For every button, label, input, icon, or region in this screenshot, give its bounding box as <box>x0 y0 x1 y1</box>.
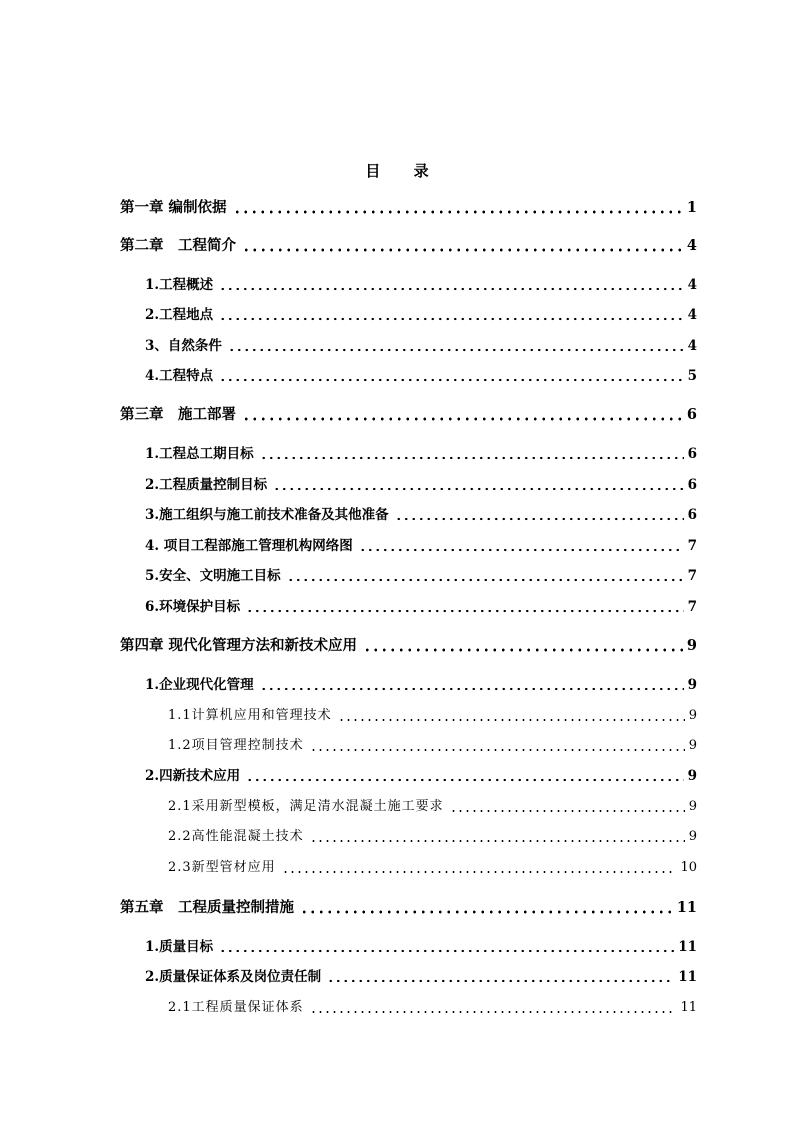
toc-entry-label: 1.2项目管理控制技术 <box>168 738 304 753</box>
leader-dots <box>450 809 685 813</box>
toc-entry-label: 2.四新技术应用 <box>145 768 241 784</box>
leader-dots <box>327 979 674 983</box>
toc-entry-label: 3.施工组织与施工前技术准备及其他准备 <box>145 507 389 523</box>
toc-entry-page: 11 <box>678 969 697 985</box>
toc-entry-page: 11 <box>678 939 697 955</box>
toc-entry-page: 10 <box>680 860 697 875</box>
leader-dots <box>219 378 684 382</box>
toc-entry-page: 9 <box>688 738 697 753</box>
leader-dots <box>395 517 684 521</box>
toc-entry-page: 4 <box>687 277 697 293</box>
toc-entry-label: 2.质量保证体系及岗位责任制 <box>145 969 322 985</box>
leader-dots <box>363 648 683 652</box>
toc-entry-page: 9 <box>688 799 697 814</box>
toc-entry-label: 第一章 编制依据 <box>120 199 227 216</box>
toc-entry-page: 9 <box>686 637 697 654</box>
toc-entry[interactable] <box>168 998 697 1018</box>
leader-dots <box>260 456 684 460</box>
toc-entry-label: 第五章 工程质量控制措施 <box>120 899 294 916</box>
toc-entry-label: 1.1计算机应用和管理技术 <box>168 708 332 723</box>
leader-dots <box>282 870 677 874</box>
leader-dots <box>219 317 684 321</box>
toc-entry-label: 1.质量目标 <box>145 939 214 955</box>
toc-entry-page: 4 <box>687 307 697 323</box>
toc-entry-page: 9 <box>687 768 697 784</box>
toc-entry-label: 第三章 施工部署 <box>120 406 236 423</box>
toc-entry-label: 1.企业现代化管理 <box>145 677 254 693</box>
toc-entry-page: 1 <box>686 199 697 216</box>
toc-entry-page: 6 <box>687 507 697 523</box>
leader-dots <box>300 910 673 914</box>
toc-entry-label: 4.工程特点 <box>145 368 214 384</box>
leader-dots <box>310 1010 677 1014</box>
toc-entry-label: 2.1采用新型模板，满足清水混凝土施工要求 <box>168 799 444 814</box>
leader-dots <box>338 718 685 722</box>
toc-entry[interactable] <box>168 706 697 726</box>
toc-entry-label: 3、自然条件 <box>145 338 222 354</box>
toc-entry[interactable] <box>145 536 697 556</box>
toc-entry-page: 5 <box>687 368 697 384</box>
toc-entry-page: 6 <box>686 406 697 423</box>
toc-entry[interactable] <box>120 636 697 656</box>
toc-entry[interactable] <box>120 198 697 218</box>
toc-entry-label: 4. 项目工程部施工管理机构网络图 <box>145 538 353 554</box>
toc-entry[interactable] <box>145 305 697 325</box>
toc-entry[interactable] <box>145 475 697 495</box>
toc-entry[interactable] <box>145 675 697 695</box>
toc-entry-page: 11 <box>680 1000 697 1015</box>
leader-dots <box>246 609 684 613</box>
toc-entry-page: 7 <box>687 599 697 615</box>
leader-dots <box>242 248 683 252</box>
toc-entry[interactable] <box>168 858 697 878</box>
toc-entry-label: 2.工程质量控制目标 <box>145 477 268 493</box>
toc-entry-label: 2.2高性能混凝土技术 <box>168 829 304 844</box>
toc-entry-label: 第四章 现代化管理方法和新技术应用 <box>120 637 358 654</box>
toc-entry[interactable] <box>145 336 697 356</box>
toc-entry-label: 2.1工程质量保证体系 <box>168 1000 304 1015</box>
toc-entry[interactable] <box>120 898 697 918</box>
toc-entry-label: 1.工程总工期目标 <box>145 446 254 462</box>
leader-dots <box>287 578 684 582</box>
toc-entry-page: 9 <box>688 829 697 844</box>
toc-title: 目 录 <box>365 162 443 180</box>
toc-entry[interactable] <box>145 275 697 295</box>
toc-entry-label: 2.工程地点 <box>145 307 214 323</box>
leader-dots <box>219 949 674 953</box>
toc-entry-page: 9 <box>687 677 697 693</box>
toc-entry[interactable] <box>168 827 697 847</box>
leader-dots <box>359 548 684 552</box>
toc-entry[interactable] <box>120 236 697 256</box>
toc-entry-label: 2.3新型管材应用 <box>168 860 276 875</box>
toc-entry[interactable] <box>168 797 697 817</box>
toc-entry-page: 4 <box>686 237 697 254</box>
leader-dots <box>242 417 683 421</box>
toc-entry-page: 11 <box>676 899 697 916</box>
toc-entry[interactable] <box>145 366 697 386</box>
toc-entry[interactable] <box>145 597 697 617</box>
leader-dots <box>246 778 684 782</box>
toc-entry[interactable] <box>145 967 697 987</box>
toc-entry[interactable] <box>145 566 697 586</box>
leader-dots <box>310 839 685 843</box>
toc-entry-page: 6 <box>687 446 697 462</box>
toc-entry-label: 1.工程概述 <box>145 277 214 293</box>
toc-entry-page: 9 <box>688 708 697 723</box>
toc-entry[interactable] <box>145 937 697 957</box>
toc-entry-page: 7 <box>687 538 697 554</box>
toc-entry-label: 6.环境保护目标 <box>145 599 241 615</box>
leader-dots <box>228 348 684 352</box>
toc-entry-page: 7 <box>687 568 697 584</box>
toc-entry[interactable] <box>145 505 697 525</box>
toc-entry-page: 6 <box>687 477 697 493</box>
toc-entry-page: 4 <box>687 338 697 354</box>
toc-entry[interactable] <box>145 766 697 786</box>
leader-dots <box>273 487 684 491</box>
leader-dots <box>219 287 684 291</box>
leader-dots <box>233 210 683 214</box>
leader-dots <box>260 687 684 691</box>
leader-dots <box>310 748 685 752</box>
toc-entry-label: 5.安全、文明施工目标 <box>145 568 281 584</box>
toc-entry[interactable] <box>168 736 697 756</box>
toc-entry-label: 第二章 工程简介 <box>120 237 236 254</box>
toc-entry[interactable] <box>145 444 697 464</box>
toc-entry[interactable] <box>120 405 697 425</box>
